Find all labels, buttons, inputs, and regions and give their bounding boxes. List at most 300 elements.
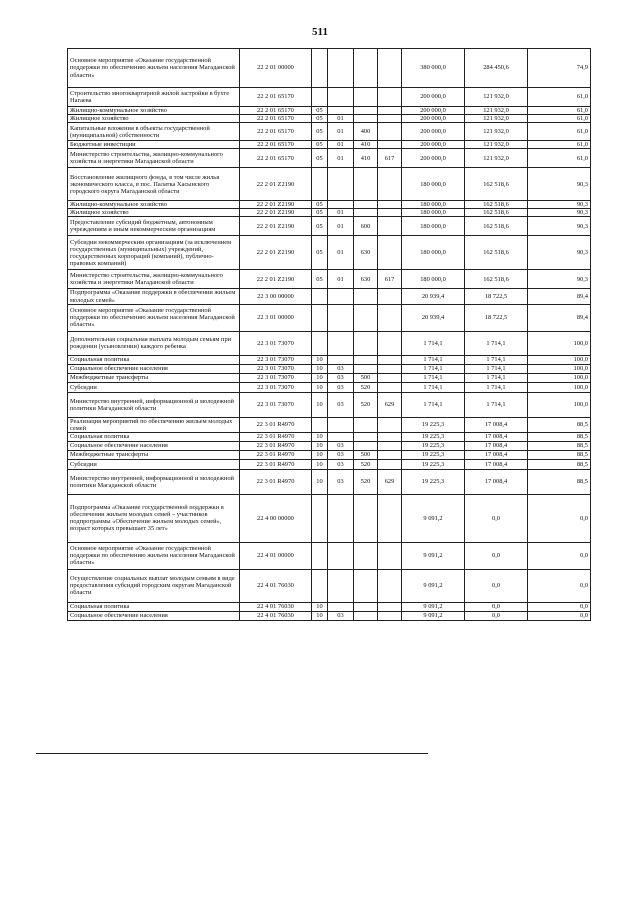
cell-percent: 90,3	[528, 270, 591, 289]
cell-name: Министерство внутренней, информационной и молодежной политики Магаданской области	[68, 392, 240, 417]
cell-code: 22 3 01 R4970	[240, 417, 312, 432]
cell-percent: 74,9	[528, 49, 591, 88]
cell-code: 22 4 01 76030	[240, 611, 312, 620]
cell-percent: 61,0	[528, 107, 591, 115]
cell-expense-type	[354, 432, 378, 441]
cell-actual: 162 518,6	[465, 236, 528, 270]
cell-name: Дополнительная социальная выплата молодым семьям при рождении (усыновлении) каждого ребенка	[68, 331, 240, 355]
cell-percent: 90,3	[528, 168, 591, 201]
cell-name: Министерство строительства, жилищно-коммунального хозяйства и энергетики Магаданской области	[68, 270, 240, 289]
cell-actual: 162 518,6	[465, 270, 528, 289]
cell-code: 22 2 01 65170	[240, 115, 312, 123]
cell-percent: 88,5	[528, 469, 591, 494]
cell-expense-type: 410	[354, 141, 378, 149]
table-row	[68, 115, 591, 123]
cell-actual: 121 932,0	[465, 149, 528, 168]
cell-subsection	[328, 168, 354, 201]
table-row	[68, 236, 591, 270]
cell-admin-code	[378, 217, 402, 236]
cell-planned: 20 939,4	[402, 289, 465, 304]
table-row	[68, 331, 591, 355]
cell-actual: 162 518,6	[465, 209, 528, 217]
cell-planned: 19 225,3	[402, 417, 465, 432]
cell-name: Социальная политика	[68, 355, 240, 364]
cell-actual: 121 932,0	[465, 141, 528, 149]
cell-percent: 0,0	[528, 542, 591, 569]
cell-expense-type	[354, 602, 378, 611]
table-row	[68, 373, 591, 382]
cell-admin-code	[378, 168, 402, 201]
cell-planned: 200 000,0	[402, 123, 465, 141]
cell-code: 22 4 01 76030	[240, 602, 312, 611]
cell-actual: 284 450,6	[465, 49, 528, 88]
cell-name: Строительство многоквартирной жилой застройки в бухте Нагаева	[68, 88, 240, 107]
cell-name: Субсидии некоммерческим организациям (за исключением государственных (муниципальных) учреждений, государственных корпораций (компаний), публично-правовых компаний)	[68, 236, 240, 270]
table-row	[68, 417, 591, 432]
cell-planned: 19 225,3	[402, 469, 465, 494]
cell-section: 05	[312, 209, 328, 217]
cell-actual: 121 932,0	[465, 123, 528, 141]
cell-expense-type: 500	[354, 373, 378, 382]
cell-admin-code	[378, 331, 402, 355]
cell-subsection: 03	[328, 611, 354, 620]
cell-code: 22 2 01 Z2190	[240, 270, 312, 289]
cell-percent: 61,0	[528, 149, 591, 168]
cell-section: 05	[312, 141, 328, 149]
cell-section: 05	[312, 270, 328, 289]
cell-admin-code	[378, 115, 402, 123]
cell-section: 10	[312, 355, 328, 364]
cell-admin-code	[378, 236, 402, 270]
cell-planned: 19 225,3	[402, 441, 465, 450]
cell-admin-code	[378, 611, 402, 620]
cell-name: Капитальные вложения в объекты государственной (муниципальной) собственности	[68, 123, 240, 141]
cell-planned: 180 000,0	[402, 217, 465, 236]
cell-code: 22 2 01 65170	[240, 149, 312, 168]
cell-code: 22 3 01 73070	[240, 392, 312, 417]
cell-admin-code	[378, 432, 402, 441]
table-row	[68, 469, 591, 494]
cell-expense-type: 520	[354, 459, 378, 469]
cell-code: 22 2 01 65170	[240, 88, 312, 107]
cell-section: 10	[312, 459, 328, 469]
cell-actual: 0,0	[465, 494, 528, 542]
cell-actual: 17 008,4	[465, 450, 528, 459]
cell-expense-type: 400	[354, 123, 378, 141]
table-row	[68, 209, 591, 217]
cell-name: Социальная политика	[68, 432, 240, 441]
cell-planned: 9 091,2	[402, 542, 465, 569]
table-row	[68, 217, 591, 236]
cell-subsection	[328, 355, 354, 364]
cell-actual: 1 714,1	[465, 373, 528, 382]
table-row	[68, 49, 591, 88]
budget-table-body	[68, 49, 591, 621]
cell-actual: 1 714,1	[465, 364, 528, 373]
cell-admin-code	[378, 289, 402, 304]
cell-admin-code	[378, 123, 402, 141]
cell-name: Осуществление социальных выплат молодым семьям в виде предоставления субсидий городским округам Магаданской области	[68, 569, 240, 602]
cell-actual: 0,0	[465, 569, 528, 602]
cell-section	[312, 304, 328, 331]
cell-subsection	[328, 107, 354, 115]
cell-name: Министерство строительства, жилищно-коммунального хозяйства и энергетики Магаданской области	[68, 149, 240, 168]
cell-planned: 180 000,0	[402, 236, 465, 270]
cell-section: 10	[312, 382, 328, 392]
cell-planned: 9 091,2	[402, 569, 465, 602]
cell-name: Жилищно-коммунальное хозяйство	[68, 107, 240, 115]
table-row	[68, 441, 591, 450]
cell-admin-code	[378, 49, 402, 88]
cell-admin-code	[378, 569, 402, 602]
cell-code: 22 2 01 Z2190	[240, 217, 312, 236]
table-row	[68, 392, 591, 417]
cell-name: Бюджетные инвестиции	[68, 141, 240, 149]
table-row	[68, 611, 591, 620]
cell-planned: 9 091,2	[402, 494, 465, 542]
budget-table	[67, 48, 591, 621]
cell-name: Основное мероприятие «Оказание государственной поддержки по обеспечению жильем населения Магаданской области»	[68, 49, 240, 88]
cell-actual: 0,0	[465, 611, 528, 620]
cell-expense-type	[354, 441, 378, 450]
cell-actual: 0,0	[465, 602, 528, 611]
cell-percent: 89,4	[528, 289, 591, 304]
cell-code: 22 2 01 Z2190	[240, 168, 312, 201]
cell-subsection	[328, 417, 354, 432]
cell-section: 05	[312, 123, 328, 141]
cell-section	[312, 494, 328, 542]
cell-section: 10	[312, 432, 328, 441]
cell-actual: 17 008,4	[465, 459, 528, 469]
table-row	[68, 382, 591, 392]
table-row	[68, 289, 591, 304]
cell-subsection: 03	[328, 364, 354, 373]
cell-planned: 9 091,2	[402, 611, 465, 620]
cell-code: 22 3 01 R4970	[240, 441, 312, 450]
cell-name: Жилищное хозяйство	[68, 115, 240, 123]
cell-expense-type	[354, 611, 378, 620]
cell-planned: 19 225,3	[402, 459, 465, 469]
cell-expense-type	[354, 331, 378, 355]
cell-subsection: 03	[328, 392, 354, 417]
cell-expense-type: 630	[354, 270, 378, 289]
cell-planned: 200 000,0	[402, 141, 465, 149]
cell-percent: 0,0	[528, 602, 591, 611]
cell-expense-type	[354, 494, 378, 542]
cell-admin-code	[378, 382, 402, 392]
table-row	[68, 432, 591, 441]
cell-name: Субсидии	[68, 459, 240, 469]
cell-name: Министерство внутренней, информационной и молодежной политики Магаданской области	[68, 469, 240, 494]
cell-subsection: 03	[328, 382, 354, 392]
cell-admin-code	[378, 373, 402, 382]
cell-admin-code	[378, 355, 402, 364]
cell-admin-code	[378, 209, 402, 217]
cell-section	[312, 331, 328, 355]
table-row	[68, 304, 591, 331]
cell-admin-code	[378, 364, 402, 373]
cell-section	[312, 417, 328, 432]
cell-planned: 200 000,0	[402, 115, 465, 123]
cell-percent: 100,0	[528, 331, 591, 355]
cell-subsection	[328, 289, 354, 304]
cell-planned: 9 091,2	[402, 602, 465, 611]
cell-planned: 200 000,0	[402, 149, 465, 168]
cell-section	[312, 569, 328, 602]
cell-code: 22 3 01 R4970	[240, 450, 312, 459]
cell-code: 22 3 01 73070	[240, 364, 312, 373]
cell-percent: 90,3	[528, 209, 591, 217]
cell-expense-type	[354, 542, 378, 569]
cell-expense-type	[354, 569, 378, 602]
cell-actual: 1 714,1	[465, 331, 528, 355]
cell-section: 10	[312, 373, 328, 382]
cell-code: 22 2 01 65170	[240, 141, 312, 149]
cell-subsection	[328, 331, 354, 355]
cell-admin-code	[378, 417, 402, 432]
cell-code: 22 3 01 73070	[240, 355, 312, 364]
cell-planned: 380 000,0	[402, 49, 465, 88]
cell-planned: 1 714,1	[402, 355, 465, 364]
cell-expense-type: 630	[354, 236, 378, 270]
cell-percent: 100,0	[528, 392, 591, 417]
cell-subsection: 01	[328, 149, 354, 168]
cell-percent: 0,0	[528, 494, 591, 542]
cell-code: 22 2 01 65170	[240, 107, 312, 115]
cell-planned: 20 939,4	[402, 304, 465, 331]
cell-percent: 100,0	[528, 382, 591, 392]
cell-subsection: 01	[328, 217, 354, 236]
cell-section: 05	[312, 115, 328, 123]
table-row	[68, 168, 591, 201]
table-row	[68, 450, 591, 459]
cell-name: Жилищно-коммунальное хозяйство	[68, 201, 240, 209]
cell-subsection	[328, 542, 354, 569]
table-row	[68, 149, 591, 168]
cell-subsection	[328, 494, 354, 542]
cell-section: 10	[312, 611, 328, 620]
cell-planned: 180 000,0	[402, 168, 465, 201]
cell-planned: 19 225,3	[402, 450, 465, 459]
cell-expense-type: 600	[354, 217, 378, 236]
cell-expense-type: 500	[354, 450, 378, 459]
cell-section: 10	[312, 602, 328, 611]
cell-actual: 162 518,6	[465, 201, 528, 209]
cell-subsection: 03	[328, 469, 354, 494]
table-row	[68, 123, 591, 141]
cell-actual: 1 714,1	[465, 355, 528, 364]
cell-actual: 0,0	[465, 542, 528, 569]
cell-actual: 121 932,0	[465, 88, 528, 107]
cell-subsection: 01	[328, 123, 354, 141]
cell-section: 05	[312, 201, 328, 209]
cell-code: 22 3 01 73070	[240, 331, 312, 355]
table-row	[68, 88, 591, 107]
cell-actual: 1 714,1	[465, 382, 528, 392]
cell-percent: 0,0	[528, 611, 591, 620]
cell-subsection	[328, 569, 354, 602]
cell-percent: 88,5	[528, 450, 591, 459]
cell-code: 22 4 01 00000	[240, 542, 312, 569]
cell-name: Межбюджетные трансферты	[68, 373, 240, 382]
table-row	[68, 201, 591, 209]
cell-actual: 17 008,4	[465, 432, 528, 441]
cell-percent: 90,3	[528, 201, 591, 209]
cell-admin-code	[378, 304, 402, 331]
cell-admin-code	[378, 107, 402, 115]
cell-code: 22 3 00 00000	[240, 289, 312, 304]
table-row	[68, 494, 591, 542]
cell-subsection: 01	[328, 236, 354, 270]
cell-subsection: 03	[328, 441, 354, 450]
cell-code: 22 3 01 R4970	[240, 469, 312, 494]
cell-subsection: 03	[328, 373, 354, 382]
cell-name: Подпрограмма «Оказание государственной поддержки в обеспечении жильем молодых семей – участников подпрограммы «Обеспечение жильем молодых семей», возраст которых превышает 35 лет»	[68, 494, 240, 542]
cell-expense-type: 520	[354, 392, 378, 417]
cell-name: Предоставление субсидий бюджетным, автономным учреждениям и иным некоммерческим организациям	[68, 217, 240, 236]
cell-percent: 88,5	[528, 432, 591, 441]
cell-admin-code	[378, 602, 402, 611]
cell-subsection	[328, 602, 354, 611]
cell-admin-code: 617	[378, 270, 402, 289]
cell-planned: 19 225,3	[402, 432, 465, 441]
cell-planned: 180 000,0	[402, 209, 465, 217]
cell-subsection: 01	[328, 141, 354, 149]
table-row	[68, 602, 591, 611]
cell-subsection: 01	[328, 209, 354, 217]
cell-expense-type	[354, 115, 378, 123]
cell-admin-code	[378, 88, 402, 107]
cell-planned: 1 714,1	[402, 364, 465, 373]
cell-code: 22 3 01 73070	[240, 373, 312, 382]
cell-section: 10	[312, 469, 328, 494]
cell-percent: 100,0	[528, 364, 591, 373]
cell-percent: 88,5	[528, 441, 591, 450]
cell-percent: 61,0	[528, 88, 591, 107]
cell-admin-code	[378, 450, 402, 459]
cell-code: 22 3 01 R4970	[240, 459, 312, 469]
table-row	[68, 459, 591, 469]
cell-percent: 90,3	[528, 236, 591, 270]
cell-admin-code: 629	[378, 469, 402, 494]
cell-actual: 17 008,4	[465, 469, 528, 494]
cell-admin-code	[378, 441, 402, 450]
cell-section: 10	[312, 392, 328, 417]
cell-section	[312, 168, 328, 201]
cell-admin-code: 617	[378, 149, 402, 168]
table-row	[68, 569, 591, 602]
table-row	[68, 364, 591, 373]
cell-actual: 121 932,0	[465, 115, 528, 123]
cell-expense-type	[354, 364, 378, 373]
cell-percent: 100,0	[528, 355, 591, 364]
cell-section: 10	[312, 441, 328, 450]
cell-actual: 17 008,4	[465, 441, 528, 450]
cell-code: 22 2 01 Z2190	[240, 236, 312, 270]
cell-admin-code	[378, 141, 402, 149]
cell-actual: 18 722,5	[465, 304, 528, 331]
cell-admin-code	[378, 459, 402, 469]
cell-subsection	[328, 304, 354, 331]
cell-section	[312, 49, 328, 88]
cell-section: 05	[312, 236, 328, 270]
cell-actual: 162 518,6	[465, 168, 528, 201]
cell-name: Подпрограмма «Оказание поддержки в обеспечении жильем молодых семей»	[68, 289, 240, 304]
cell-percent: 88,5	[528, 417, 591, 432]
cell-subsection: 01	[328, 115, 354, 123]
cell-planned: 1 714,1	[402, 373, 465, 382]
cell-expense-type	[354, 107, 378, 115]
cell-planned: 200 000,0	[402, 88, 465, 107]
cell-name: Восстановление жилищного фонда, в том числе жилья экономического класса, в пос. Палатка Хасынского городского округа Магаданской области	[68, 168, 240, 201]
cell-name: Жилищное хозяйство	[68, 209, 240, 217]
cell-actual: 17 008,4	[465, 417, 528, 432]
cell-section	[312, 88, 328, 107]
cell-percent: 0,0	[528, 569, 591, 602]
cell-code: 22 4 00 00000	[240, 494, 312, 542]
cell-expense-type	[354, 168, 378, 201]
cell-percent: 88,5	[528, 459, 591, 469]
cell-expense-type	[354, 417, 378, 432]
cell-name: Субсидии	[68, 382, 240, 392]
cell-section: 05	[312, 149, 328, 168]
cell-expense-type	[354, 49, 378, 88]
cell-expense-type: 520	[354, 469, 378, 494]
cell-planned: 1 714,1	[402, 382, 465, 392]
cell-expense-type	[354, 209, 378, 217]
table-row	[68, 355, 591, 364]
cell-subsection	[328, 49, 354, 88]
cell-code: 22 3 01 R4970	[240, 432, 312, 441]
cell-expense-type: 520	[354, 382, 378, 392]
table-row	[68, 542, 591, 569]
cell-section: 05	[312, 107, 328, 115]
cell-subsection	[328, 201, 354, 209]
cell-percent: 100,0	[528, 373, 591, 382]
page-number: 511	[312, 26, 328, 38]
cell-section	[312, 542, 328, 569]
table-row	[68, 270, 591, 289]
cell-name: Межбюджетные трансферты	[68, 450, 240, 459]
cell-subsection: 03	[328, 450, 354, 459]
cell-name: Социальная политика	[68, 602, 240, 611]
cell-code: 22 2 01 00000	[240, 49, 312, 88]
cell-planned: 200 000,0	[402, 107, 465, 115]
cell-code: 22 2 01 Z2190	[240, 209, 312, 217]
cell-percent: 61,0	[528, 141, 591, 149]
cell-code: 22 3 01 73070	[240, 382, 312, 392]
footer-divider	[36, 753, 428, 754]
cell-name: Основное мероприятие «Оказание государственной поддержки по обеспечению жильем населения Магаданской области»	[68, 542, 240, 569]
cell-admin-code	[378, 542, 402, 569]
cell-name: Социальное обеспечение населения	[68, 441, 240, 450]
cell-admin-code	[378, 494, 402, 542]
cell-expense-type	[354, 88, 378, 107]
cell-expense-type	[354, 355, 378, 364]
cell-section: 10	[312, 450, 328, 459]
cell-expense-type	[354, 289, 378, 304]
cell-name: Социальное обеспечение населения	[68, 364, 240, 373]
cell-section: 05	[312, 217, 328, 236]
cell-percent: 89,4	[528, 304, 591, 331]
cell-name: Основное мероприятие «Оказание государственной поддержки по обеспечению жильем населения Магаданской области»	[68, 304, 240, 331]
cell-percent: 90,3	[528, 217, 591, 236]
cell-actual: 162 518,6	[465, 217, 528, 236]
cell-planned: 1 714,1	[402, 331, 465, 355]
cell-subsection: 03	[328, 459, 354, 469]
table-row	[68, 141, 591, 149]
cell-subsection: 01	[328, 270, 354, 289]
